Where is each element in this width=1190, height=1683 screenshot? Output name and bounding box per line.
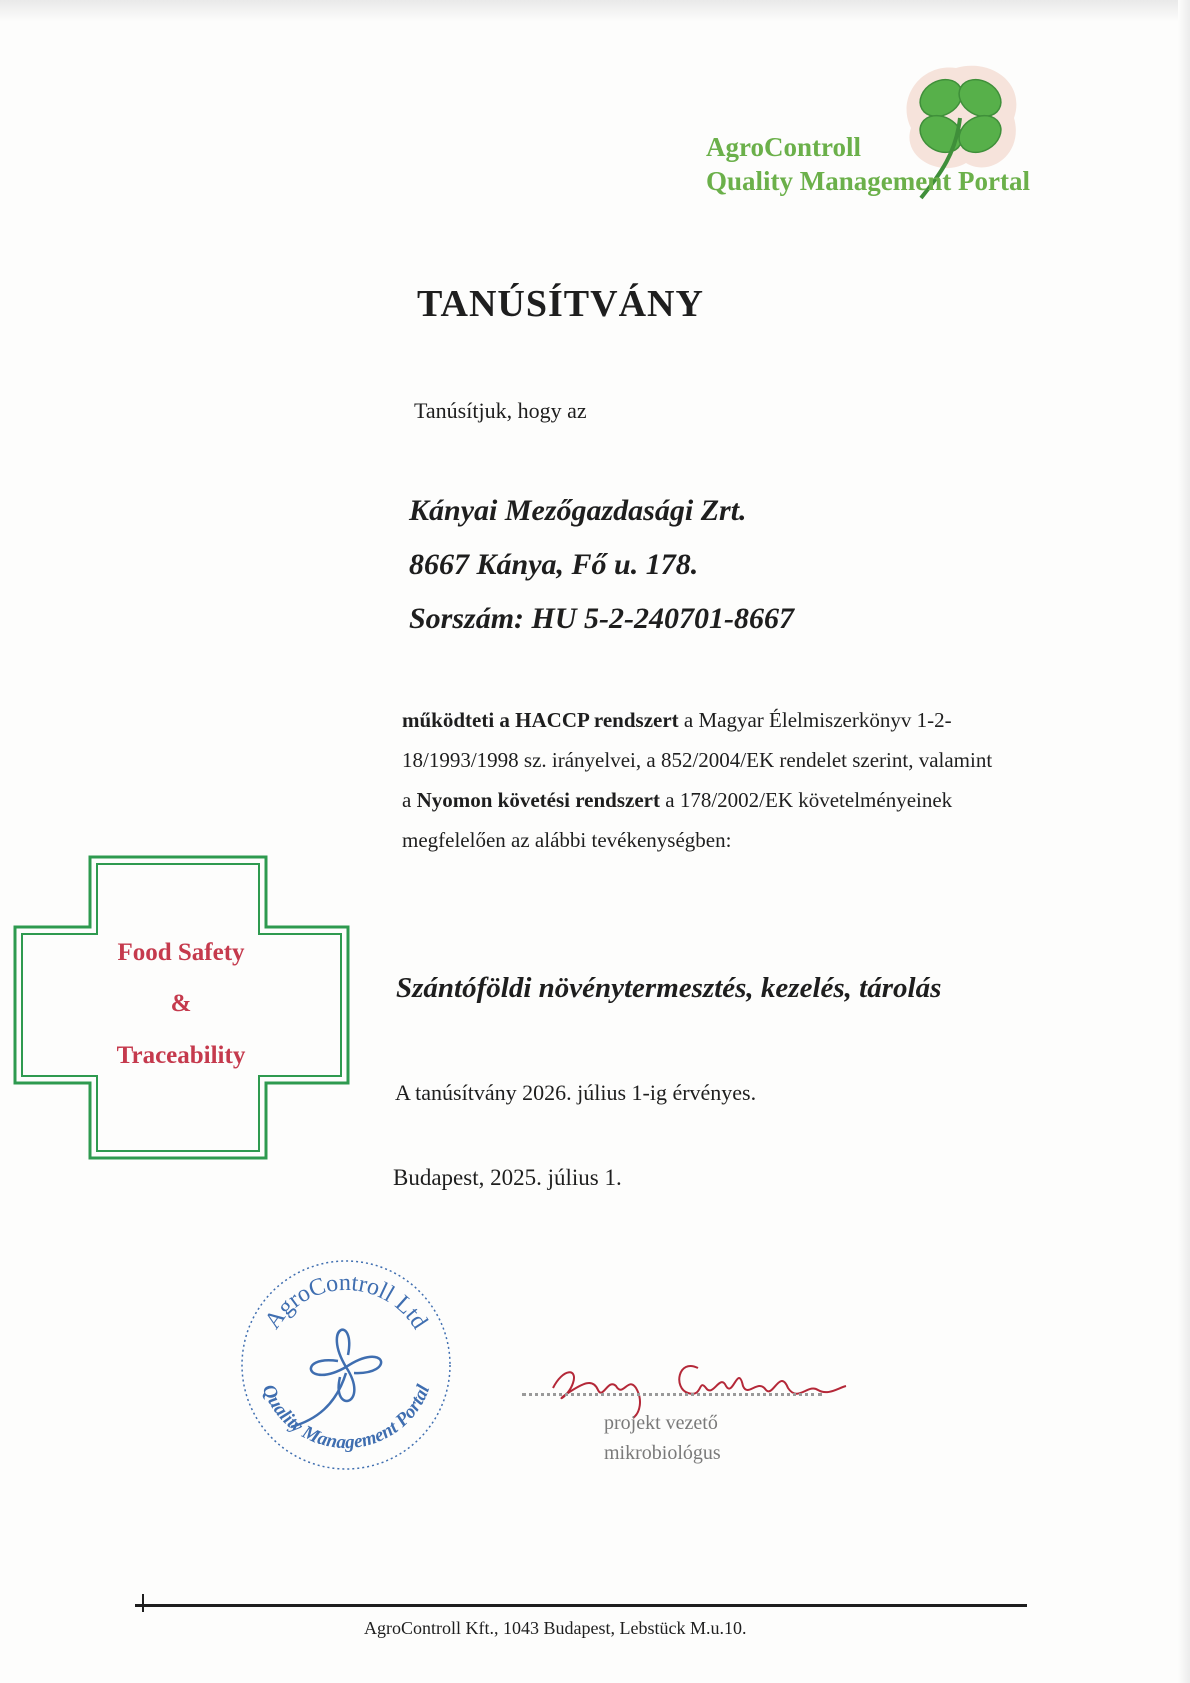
- certificate-intro: Tanúsítjuk, hogy az: [414, 398, 587, 423]
- scan-edge-right: [1178, 0, 1190, 1683]
- stamp-clover-icon: [291, 1330, 381, 1427]
- badge-ampersand: &: [170, 990, 192, 1017]
- signature-dotted-line: [522, 1393, 822, 1396]
- certificate-title: TANÚSÍTVÁNY: [417, 283, 704, 325]
- signatory-role-line-1: projekt vezető: [604, 1412, 718, 1434]
- stamp-top-text: AgroControll Ltd: [259, 1269, 433, 1334]
- validity-statement: A tanúsítvány 2026. július 1-ig érvényes.: [395, 1080, 757, 1105]
- company-address: 8667 Kánya, Fő u. 178.: [409, 548, 699, 581]
- footer-divider: [135, 1604, 1027, 1607]
- serial-label: Sorszám:: [409, 602, 525, 635]
- brand-line-2: Quality Management Portal: [706, 166, 1030, 196]
- footer-address: AgroControll Kft., 1043 Budapest, Lebstück M.u.10.: [364, 1618, 747, 1638]
- signatory-role: [604, 1408, 721, 1468]
- scan-edge-top: [0, 0, 1190, 22]
- statement-line-3: a Nyomon követési rendszert a 178/2002/EK követelményeinek: [402, 788, 953, 812]
- statement-line-4: megfelelően az alábbi tevékenységben:: [402, 828, 732, 852]
- signatory-role-line-2: mikrobiológus: [604, 1442, 721, 1464]
- footer-tick: [142, 1594, 144, 1612]
- statement-line-2: 18/1993/1998 sz. irányelvei, a 852/2004/EK rendelet szerint, valamint: [402, 748, 993, 772]
- brand-line-1: AgroControll: [706, 132, 861, 162]
- brand-name: [706, 130, 1030, 198]
- serial-value: HU 5-2-240701-8667: [531, 602, 795, 635]
- statement-line-1: működteti a HACCP rendszert a Magyar Élelmiszerkönyv 1-2-: [402, 708, 952, 732]
- badge-food-safety: Food Safety: [117, 939, 245, 966]
- serial-number: [409, 602, 794, 636]
- traceability-phrase: Nyomon követési rendszert: [416, 788, 660, 812]
- certified-activity: Szántóföldi növénytermesztés, kezelés, tárolás: [396, 972, 942, 1004]
- company-stamp: [236, 1255, 456, 1475]
- haccp-phrase: működteti a HACCP rendszert: [402, 708, 679, 732]
- company-name: Kányai Mezőgazdasági Zrt.: [409, 494, 747, 527]
- place-and-date: Budapest, 2025. július 1.: [393, 1165, 622, 1190]
- stamp-bottom-text: Quality Management Portal: [257, 1381, 435, 1454]
- certificate-statement: [402, 700, 1102, 860]
- badge-traceability: Traceability: [116, 1042, 246, 1069]
